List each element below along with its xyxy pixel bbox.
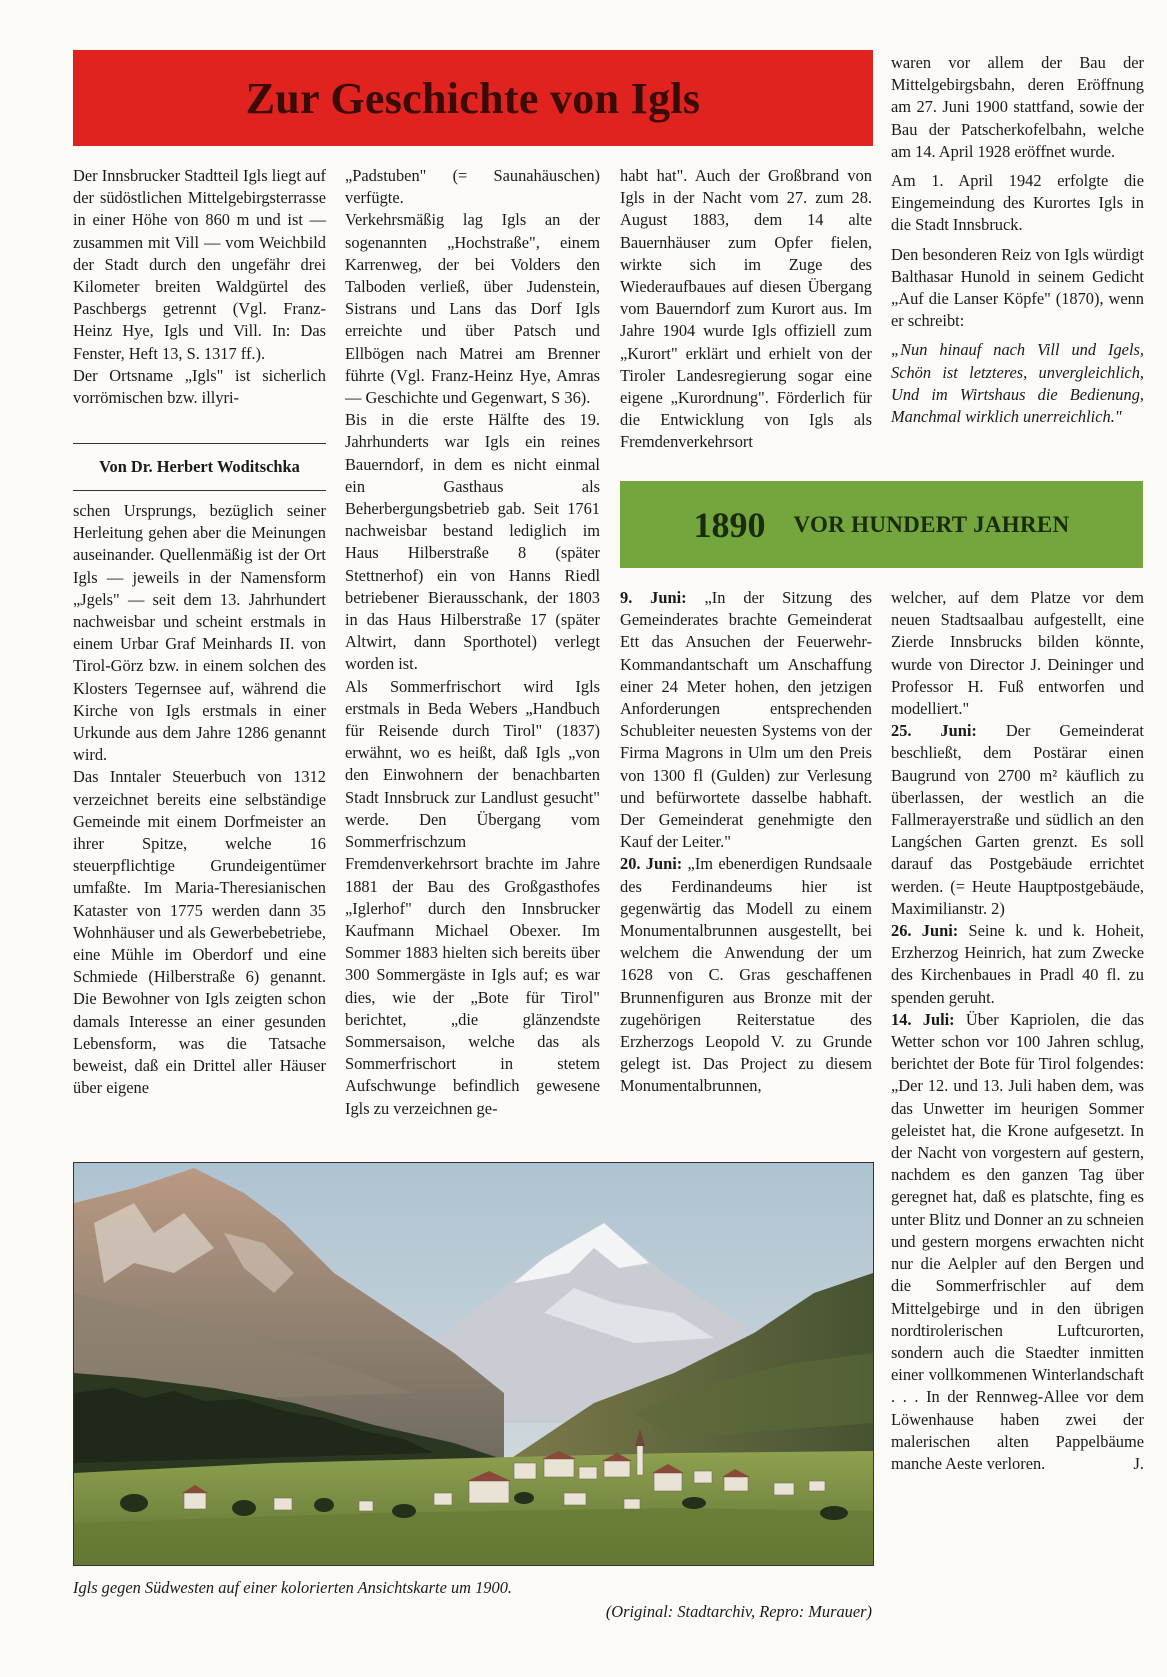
article-paragraph: Bis in die erste Hälfte des 19. Jahrhunderts war Igls ein reines Bauerndorf, in dem es nicht einmal ein Gasthaus als Beherbergungsbetrieb gab. Seit 1761 nachweisbar bestand lediglich im Haus Hilberstraße 8 (später Stettnerhof) ein von Hanns Riedl betriebener Bierausschank, der 1803 in das Haus Hilberstraße 17 (später Altwirt, dann Sporthotel) verlegt worden ist.	[345, 410, 600, 674]
article-paragraph: Den besonderen Reiz von Igls würdigt Balthasar Hunold in seinem Gedicht „Auf die Lanser Köpfe" (1870), wenn er schreibt:	[891, 244, 1144, 331]
history-entry-date: 20. Juni:	[620, 854, 683, 874]
history-entry-text: „In der Sitzung des Gemeinderates brachte Gemeinderat Ett das Ansuchen der Feuerwehr-Kommandantschaft um Anschaffung einer 24 Meter hohen, den jetzigen Anforderungen entsprechenden Schubleiter neuesten Systems von der Firma Magrons in Ulm um den Preis von 1300 fl (Gulden) zur Verlesung und befürwortete dasselbe habhaft. Der Gemeinderat genehmigte den Kauf der Leiter."	[620, 588, 872, 852]
history-entry-date: 25. Juni:	[891, 721, 977, 741]
history-entry-text: Der Gemeinderat beschließt, dem Postärar einen Baugrund von 2700 m² käuflich zu überlassen, der westlich an die Fallmerayerstraße und südlich an den Langśchen Garten grenzt. Es soll darauf das Postgebäude errichtet werden. (= Heute Hauptpostgebäude, Maximilianstr. 2)	[891, 721, 1144, 918]
article-paragraph: schen Ursprungs, bezüglich seiner Herleitung gehen aber die Meinungen auseinander. Quellenmäßig ist der Ort Igls — jeweils in der Namensform „Jgels" — seit dem 13. Jahrhundert nachweisbar und scheint erstmals in einem Urbar Graf Meinhards II. von Tirol-Görz bzw. in einem solchen des Klosters Tegernsee auf, während die Kirche von Igls erstmals in einer Urkunde aus dem Jahre 1286 genannt wird.	[73, 501, 326, 765]
history-entry-continuation: welcher, auf dem Platze vor dem neuen Stadtsaalbau aufgestellt, eine Zierde Innsbrucks bilden könnte, wurde von Director J. Deininger und Professor H. Fuß entworfen und modelliert."	[891, 588, 1144, 719]
article-paragraph: Am 1. April 1942 erfolgte die Eingemeindung des Kurortes Igls in die Stadt Innsbruck.	[891, 171, 1144, 235]
article-title-bar	[73, 50, 873, 146]
history-entry-text: „Im ebenerdigen Rundsaale des Ferdinandeums hier ist gegenwärtig das Modell zu einem Monumentalbrunnen ausgestellt, bei welchem die Anwendung der um 1628 von C. Gras geschaffenen Brunnenfiguren aus Bronze mit der zugehörigen Reiterstatue des Erzherzogs Leopold V. zu Grunde gelegt ist. Das Project zu diesem Monumentalbrunnen,	[620, 854, 872, 1096]
article-column-1-bottom	[73, 500, 326, 1099]
history-column-a	[620, 587, 872, 1098]
history-entry-text: Seine k. und k. Hoheit, Erzherzog Heinrich, hat zum Zwecke des Kirchenbaues in Pradl 40 fl. zu spenden geruht.	[891, 921, 1144, 1007]
history-year: 1890	[693, 504, 766, 545]
author-initial: J.	[1133, 1453, 1144, 1473]
article-column-2	[345, 165, 600, 1120]
history-entry-date: 9. Juni:	[620, 588, 687, 607]
figure-caption: Igls gegen Südwesten auf einer kolorierten Ansichtskarte um 1900.	[73, 1578, 512, 1597]
article-paragraph: Der Innsbrucker Stadtteil Igls liegt auf der südöstlichen Mittelgebirgsterrasse in einer Höhe von 860 m und ist — zusammen mit Vill — vom Weichbild der Stadt durch den ungefähr drei Kilometer breiten Waldgürtel des Paschbergs getrennt (Vgl. Franz-Heinz Hye, Igls und Vill. In: Das Fenster, Heft 13, S. 1317 ff.).	[73, 166, 326, 363]
history-entry	[891, 720, 1144, 920]
article-paragraph: „Padstuben" (= Saunahäuschen) verfügte.	[345, 166, 600, 208]
history-entry	[891, 920, 1144, 1009]
article-title: Zur Geschichte von Igls	[245, 73, 701, 123]
article-paragraph: Verkehrsmäßig lag Igls an der sogenannten „Hochstraße", einem Karrenweg, der bei Volders den Talboden verließ, über Judenstein, Sistrans und Lans das Dorf Igls erreichte und über Patsch und Ellbögen nach Matrei am Brenner führte (Vgl. Franz-Heinz Hye, Amras — Geschichte und Gegenwart, S 36).	[345, 210, 600, 408]
article-column-4	[891, 52, 1144, 428]
history-entry-text: Über Kapriolen, die das Wetter schon vor 100 Jahren schlug, berichtet der Bote für Tirol folgendes: „Der 12. und 13. Juli haben dem, was das Unwetter im heurigen Sommer geleistet hat, die Krone aufgesetzt. In der Nacht von vorgestern auf gestern, nachdem es den ganzen Tag über geregnet hat, daß es platschte, fing es unter Blitz und Donner an zu schneien und gestern morgens erwachten nicht nur die Aelpler auf den Bergen und die Sommerfrischler auf dem Mittelgebirge und in den übrigen nordtirolerischen Luftcurorten, sondern auch die Staedter inmitten einer vollkommenen Winterlandschaft . . . In der Rennweg-Allee vor dem Löwenhause haben zwei der malerischen alten Pappelbäume manche Aeste verloren.	[891, 1009, 1144, 1473]
history-entry-date: 14. Juli:	[891, 1009, 955, 1029]
landscape-illustration	[74, 1163, 873, 1565]
history-entry-date: 26. Juni:	[891, 921, 959, 941]
article-paragraph: Der Ortsname „Igls" ist sicherlich vorrömischen bzw. illyri-	[73, 365, 326, 408]
history-column-b	[891, 587, 1144, 1475]
article-paragraph: waren vor allem der Bau der Mittelgebirgsbahn, deren Eröffnung am 27. Juni 1900 stattfand, sowie der Bau der Patscherkofelbahn, welche am 14. April 1928 eröffnet wurde.	[891, 53, 1144, 161]
article-paragraph: habt hat". Auch der Großbrand von Igls in der Nacht vom 27. zum 28. August 1883, dem 14 alte Bauernhäuser zum Opfer fielen, wirkte sich im Zuge des Wiederaufbaues auf diesen Übergang vom Bauerndorf zum Kurort aus. Im Jahre 1904 wurde Igls offiziell zum „Kurort" erklärt und erhielt von der Tiroler Landesregierung sogar eine eigene „Kurordnung". Förderlich für die Entwicklung von Igls als Fremdenverkehrsort	[620, 166, 872, 452]
history-title: VOR HUNDERT JAHREN	[793, 511, 1070, 537]
author-name: Von Dr. Herbert Woditschka	[99, 457, 300, 476]
article-paragraph: Das Inntaler Steuerbuch von 1312 verzeichnet bereits eine selbständige Gemeinde mit einem Dorfmeister an ihrer Spitze, welche 16 steuerpflichtige Grundeigentümer umfaßte. Im Maria-Theresianischen Kataster von 1775 werden dann 35 Wohnhäuser und als Gewerbebetriebe, eine Mühle im Oberdorf und eine Schmiede (Hilberstraße 6) genannt. Die Bewohner von Igls zeigten schon damals Interesse an einer gesunden Lebensform, was die Tatsache beweist, daß ein Drittel aller Häuser über eigene	[73, 767, 326, 1098]
article-column-3	[620, 165, 872, 454]
figure-credit: (Original: Stadtarchiv, Repro: Murauer)	[605, 1602, 872, 1621]
author-byline	[73, 443, 326, 491]
history-section-bar	[620, 481, 1143, 568]
article-column-1-top	[73, 165, 326, 409]
postcard-photo	[73, 1162, 874, 1566]
history-entry	[620, 587, 872, 853]
article-paragraph: Als Sommerfrischort wird Igls erstmals in Beda Webers „Handbuch für Reisende durch Tirol" (1837) erwähnt, wo es heißt, daß Igls „von den Einwohnern der benachbarten Stadt Innsbruck zur Landlust gesucht" werde. Den Übergang vom Sommerfrischzum Fremdenverkehrsort brachte im Jahre 1881 der Bau des Großgasthofes „Iglerhof" durch den Innsbrucker Kaufmann Michael Obexer. Im Sommer 1883 hielten sich bereits über 300 Sommergäste in Igls auf; es war dies, wie der „Bote für Tirol" berichtet, „die glänzendste Sommersaison, welche das als Sommerfrischort in stetem Aufschwunge befindlich gewesene Igls zu verzeichnen ge-	[345, 676, 600, 1118]
history-entry	[891, 1009, 1144, 1475]
figure-caption-block	[73, 1576, 872, 1624]
poem-quote: „Nun hinauf nach Vill und Igels, Schön ist letzteres, unvergleichlich, Und im Wirtshaus die Bedienung, Manchmal wirklich unerreichlich."	[891, 340, 1144, 427]
history-entry	[620, 853, 872, 1097]
